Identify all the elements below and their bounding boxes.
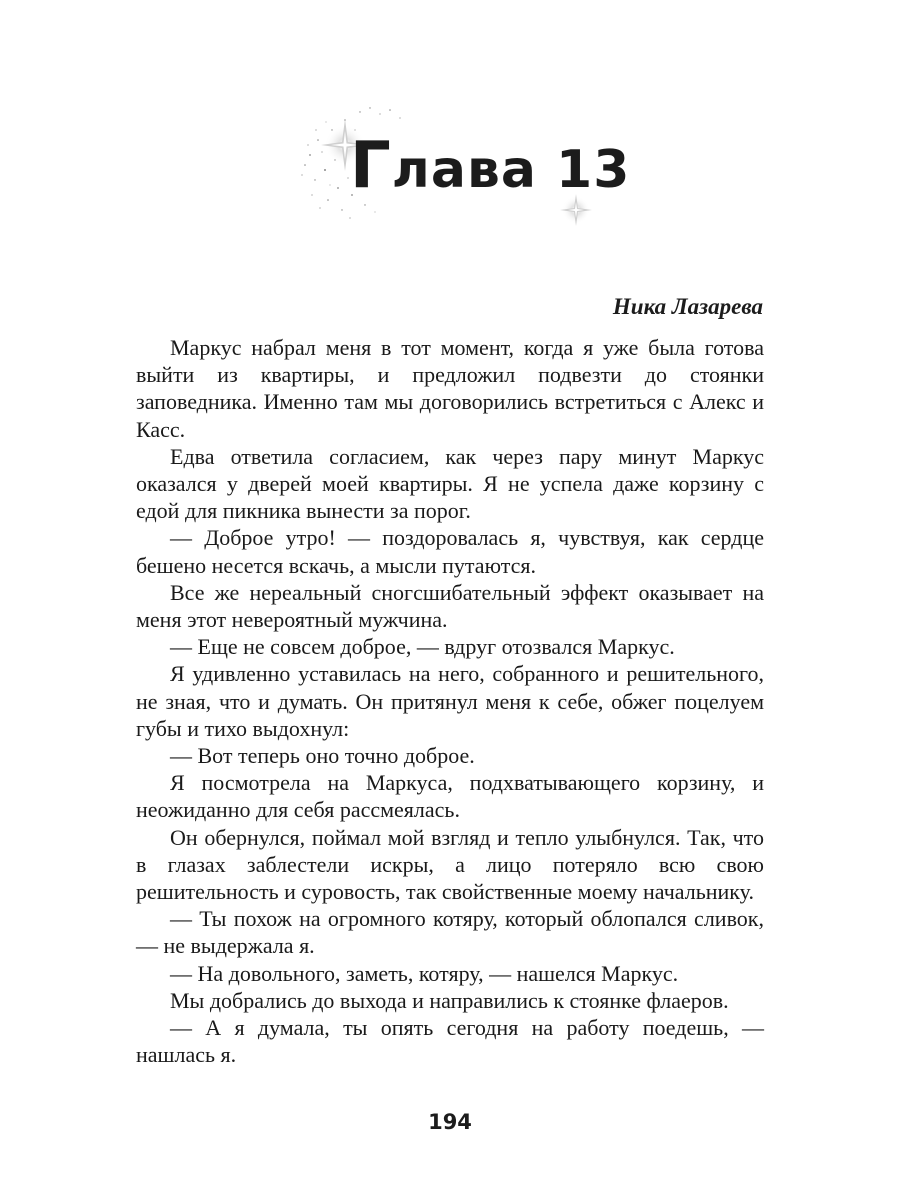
paragraph: Он обернулся, поймал мой взгляд и тепло улыбнулся. Так, что в глазах заблестели искры, а лицо потеряло всю свою решительность и суровость, так свойственные моему начальнику. [136,824,764,905]
body-text [136,334,764,1068]
paragraph: — Ты похож на огромного котяру, который облопался сливок, — не выдержала я. [136,906,764,959]
paragraph: Мы добрались до выхода и направились к стоянке флаеров. [170,987,729,1013]
paragraph: — Вот теперь оно точно доброе. [170,743,475,769]
paragraph: Я посмотрела на Маркуса, подхватывающего корзину, и неожиданно для себя рассмеялась. [136,770,764,823]
chapter-title-initial: Г [350,129,392,203]
chapter-header [290,100,630,250]
paragraph: — Доброе утро! — поздоровалась я, чувствуя, как сердце бешено несется вскачь, а мысли путаются. [136,525,764,578]
paragraph: — На довольного, заметь, котяру, — нашелся Маркус. [170,960,679,986]
paragraph: — Еще не совсем доброе, — вдруг отозвался Маркус. [170,634,675,660]
paragraph: Маркус набрал меня в тот момент, когда я уже была готова выйти из квартиры, и предложил подвезти до стоянки заповедника. Именно там мы договорились встретиться с Алекс и Касс. [136,335,764,442]
author-name: Ника Лазарева [612,294,763,319]
paragraph: — А я думала, ты опять сегодня на работу поедешь, — нашлась я. [136,1015,764,1068]
chapter-title [350,129,631,203]
paragraph: Едва ответила согласием, как через пару минут Маркус оказался у дверей моей квартиры. Я не успела даже корзину с едой для пикника вынести за порог. [136,443,764,524]
chapter-title-rest: лава 13 [391,140,631,200]
page-number: 194 [428,1110,472,1134]
paragraph: Все же нереальный сногсшибательный эффект оказывает на меня этот невероятный мужчина. [136,579,764,633]
paragraph: Я удивленно уставилась на него, собранного и решительного, не зная, что и думать. Он притянул меня к себе, обжег поцелуем губы и тихо выдохнул: [136,661,764,741]
